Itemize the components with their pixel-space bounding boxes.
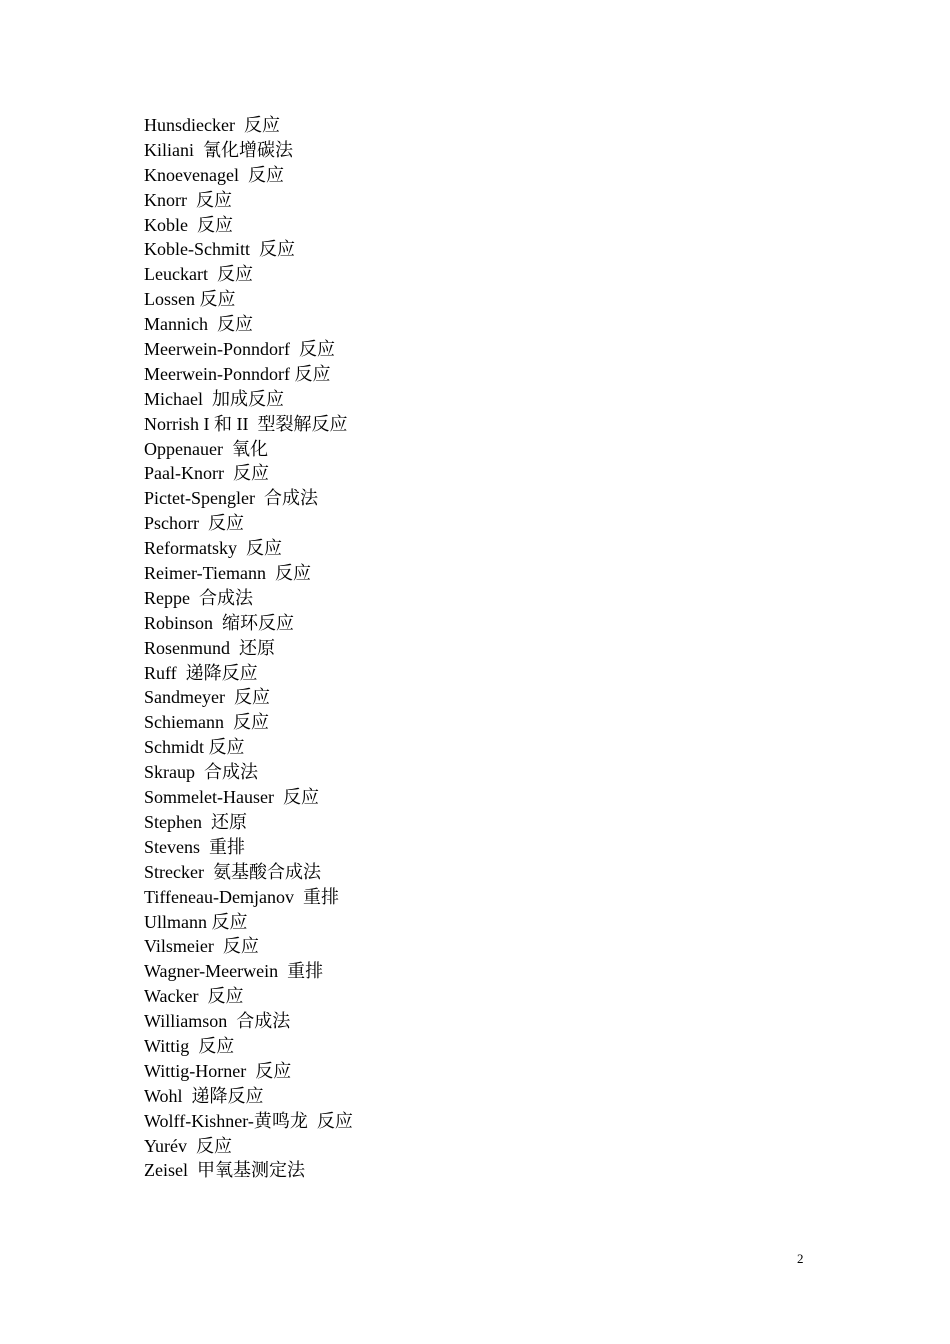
list-item: Wacker 反应 xyxy=(144,986,244,1007)
list-item: Wohl 递降反应 xyxy=(144,1085,264,1106)
list-item: Schiemann 反应 xyxy=(144,712,269,733)
list-item: Robinson 缩环反应 xyxy=(144,612,295,633)
list-item: Schmidt 反应 xyxy=(144,737,245,758)
list-item: Zeisel 甲氧基测定法 xyxy=(144,1160,305,1181)
list-item: Wagner-Meerwein 重排 xyxy=(144,961,324,982)
list-item: Knoevenagel 反应 xyxy=(144,164,284,185)
page-number: 2 xyxy=(797,1251,804,1266)
list-item: Knorr 反应 xyxy=(144,189,232,210)
list-item: Hunsdiecker 反应 xyxy=(144,115,280,135)
list-item: Williamson 合成法 xyxy=(144,1011,291,1032)
list-item: Koble 反应 xyxy=(144,214,233,235)
list-item: Sommelet-Hauser 反应 xyxy=(144,787,319,808)
list-item: Strecker 氨基酸合成法 xyxy=(144,861,321,882)
list-item: Wittig-Horner 反应 xyxy=(144,1060,292,1081)
list-item: Reimer-Tiemann 反应 xyxy=(144,563,311,584)
list-item: Wittig 反应 xyxy=(144,1035,235,1056)
list-item: Paal-Knorr 反应 xyxy=(144,463,269,484)
list-item: Pictet-Spengler 合成法 xyxy=(144,488,318,509)
list-item: Lossen 反应 xyxy=(144,289,236,310)
list-item: Sandmeyer 反应 xyxy=(144,687,270,708)
list-item: Michael 加成反应 xyxy=(144,388,284,409)
list-item: Meerwein-Ponndorf 反应 xyxy=(144,339,335,360)
reaction-name-list xyxy=(144,113,353,1183)
list-item: Vilsmeier 反应 xyxy=(144,936,259,957)
list-item: Stephen 还原 xyxy=(144,811,247,832)
list-item: Meerwein-Ponndorf 反应 xyxy=(144,363,331,384)
list-item: Mannich 反应 xyxy=(144,314,253,335)
list-item: Leuckart 反应 xyxy=(144,264,253,285)
list-item: Stevens 重排 xyxy=(144,836,245,857)
list-item: Ruff 递降反应 xyxy=(144,662,258,683)
list-item: Rosenmund 还原 xyxy=(144,637,276,658)
list-item: Oppenauer 氧化 xyxy=(144,438,268,459)
list-item: Norrish I 和 II 型裂解反应 xyxy=(144,413,348,434)
list-item: Reppe 合成法 xyxy=(144,587,253,608)
list-item: Pschorr 反应 xyxy=(144,513,244,534)
list-item: Kiliani 氰化增碳法 xyxy=(144,139,293,160)
list-item: Yurév 反应 xyxy=(144,1135,232,1156)
list-item: Reformatsky 反应 xyxy=(144,538,282,559)
list-item: Tiffeneau-Demjanov 重排 xyxy=(144,886,339,907)
list-item: Ullmann 反应 xyxy=(144,911,248,932)
list-item: Wolff-Kishner-黄鸣龙 反应 xyxy=(144,1110,353,1131)
list-item: Koble-Schmitt 反应 xyxy=(144,239,295,260)
list-item: Skraup 合成法 xyxy=(144,762,258,783)
